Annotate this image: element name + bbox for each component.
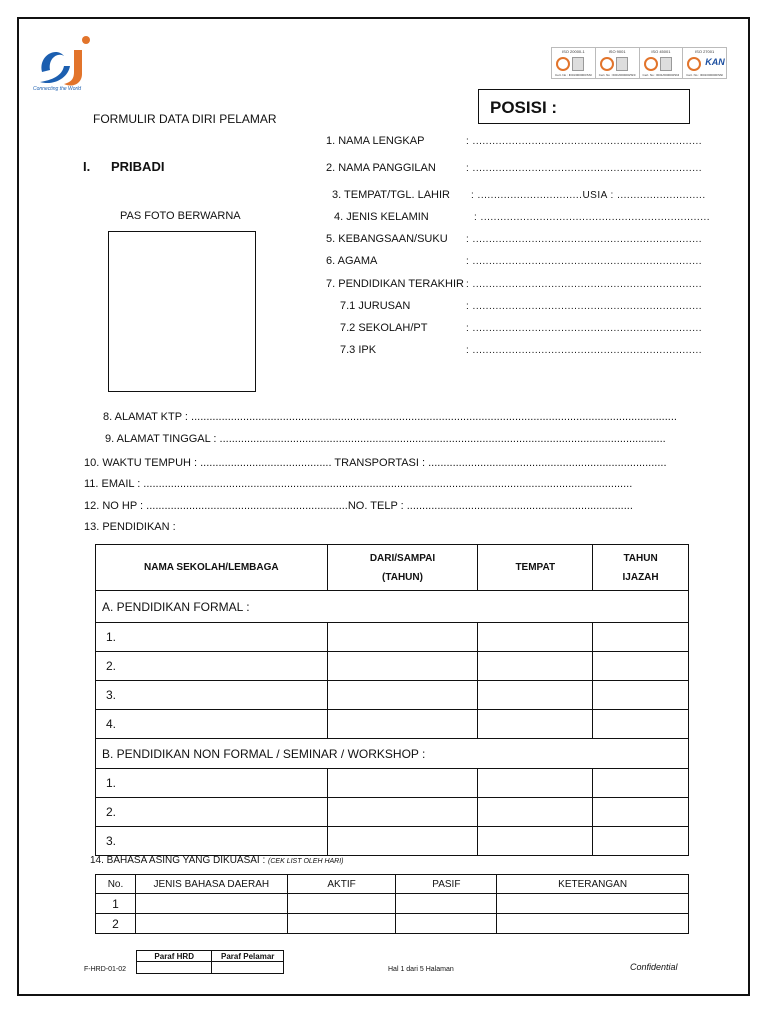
cert-title: ISO 27001 <box>695 49 715 54</box>
table-row <box>96 652 689 681</box>
field-label-nama-lengkap: 1. NAMA LENGKAP <box>326 135 425 147</box>
header-tempat: TEMPAT <box>478 545 593 591</box>
language-title: 14. BAHASA ASING YANG DIKUASAI : <box>90 855 266 866</box>
nonformal-row-number[interactable]: 2. <box>96 798 328 827</box>
field-input-tempat-lahir[interactable]: : ................................USIA : ........................... <box>471 190 706 201</box>
language-row-number: 2 <box>96 914 136 934</box>
language-table <box>95 874 689 934</box>
field-waktu-tempuh[interactable]: 10. WAKTU TEMPUH : ........................................... TRANSPORTASI : .............................................................................. <box>84 457 667 469</box>
signature-header-row <box>137 951 284 962</box>
header-pasif: PASIF <box>396 875 497 894</box>
field-alamat-ktp[interactable]: 8. ALAMAT KTP : ............................................................................................................................................................... <box>103 411 677 423</box>
table-cell[interactable] <box>497 914 689 934</box>
header-keterangan: KETERANGAN <box>497 875 689 894</box>
photo-label: PAS FOTO BERWARNA <box>120 210 241 222</box>
cert-number: Cert. No : ID01/000000/SNI <box>598 73 636 77</box>
header-tahun-line1: TAHUN <box>623 552 658 564</box>
table-header-row <box>96 545 689 591</box>
table-cell[interactable] <box>478 652 593 681</box>
table-cell[interactable] <box>327 681 478 710</box>
cert-iso-27001 <box>683 48 726 78</box>
cert-seal-icon <box>556 57 570 71</box>
field-input-sekolah[interactable]: : ...................................................................... <box>466 323 703 334</box>
kan-badge: KAN <box>705 57 725 67</box>
language-row-number: 1 <box>96 894 136 914</box>
form-code: F-HRD-01-02 <box>84 966 127 973</box>
table-row <box>96 894 689 914</box>
table-cell[interactable] <box>135 894 287 914</box>
table-cell[interactable] <box>478 710 593 739</box>
confidential-label: Confidential <box>630 962 678 972</box>
field-input-ipk[interactable]: : ...................................................................... <box>466 345 703 356</box>
field-input-nama-lengkap[interactable]: : ...................................................................... <box>466 136 703 147</box>
cert-mark-icon <box>572 57 584 71</box>
cert-iso-9001 <box>596 48 640 78</box>
table-row <box>96 798 689 827</box>
table-row <box>96 710 689 739</box>
field-input-agama[interactable]: : ...................................................................... <box>466 256 703 267</box>
table-cell[interactable] <box>287 914 396 934</box>
table-cell[interactable] <box>593 710 689 739</box>
formal-row-number[interactable]: 3. <box>96 681 328 710</box>
logo-tagline: Connecting the World <box>33 86 82 92</box>
table-cell[interactable] <box>396 894 497 914</box>
pendidikan-heading: 13. PENDIDIKAN : <box>84 521 176 533</box>
cert-mark-icon <box>616 57 628 71</box>
table-row <box>96 623 689 652</box>
education-table <box>95 544 689 856</box>
field-label-kebangsaan: 5. KEBANGSAAN/SUKU <box>326 233 448 245</box>
header-jenis-bahasa: JENIS BAHASA DAERAH <box>135 875 287 894</box>
cert-number: Cert. No : ID01/000000/SNI <box>686 73 723 77</box>
table-cell[interactable] <box>593 769 689 798</box>
header-tahun-line2: IJAZAH <box>622 571 659 583</box>
field-label-jenis-kelamin: 4. JENIS KELAMIN <box>334 211 429 223</box>
section-nonformal-row <box>96 739 689 769</box>
field-label-nama-panggilan: 2. NAMA PANGGILAN <box>326 162 436 174</box>
table-cell[interactable] <box>478 681 593 710</box>
field-label-sekolah: 7.2 SEKOLAH/PT <box>340 322 428 334</box>
table-cell[interactable] <box>593 798 689 827</box>
field-label-jurusan: 7.1 JURUSAN <box>340 300 411 312</box>
header-aktif: AKTIF <box>287 875 396 894</box>
table-cell[interactable] <box>327 710 478 739</box>
formal-row-number[interactable]: 1. <box>96 623 328 652</box>
header-dari-sampai <box>327 545 478 591</box>
section-title: PRIBADI <box>111 159 165 174</box>
header-nama-sekolah: NAMA SEKOLAH/LEMBAGA <box>96 545 328 591</box>
table-cell[interactable] <box>478 798 593 827</box>
paraf-hrd-label: Paraf HRD <box>137 951 212 962</box>
table-cell[interactable] <box>327 652 478 681</box>
company-logo-icon <box>34 32 96 94</box>
cert-iso-20000 <box>552 48 596 78</box>
language-heading <box>90 855 344 866</box>
table-cell[interactable] <box>478 623 593 652</box>
page-indicator: Hal 1 dari 5 Halaman <box>388 966 454 973</box>
table-cell[interactable] <box>593 623 689 652</box>
table-cell[interactable] <box>396 914 497 934</box>
table-row <box>96 769 689 798</box>
field-input-jurusan[interactable]: : ...................................................................... <box>466 301 703 312</box>
cert-seal-icon <box>600 57 614 71</box>
header-no: No. <box>96 875 136 894</box>
formal-row-number[interactable]: 4. <box>96 710 328 739</box>
header-dari-line1: DARI/SAMPAI <box>369 552 436 564</box>
cert-title: ISO 20000-1 <box>562 49 585 54</box>
field-email[interactable]: 11. EMAIL : ................................................................................................................................................................ <box>84 478 633 490</box>
photo-box[interactable] <box>108 231 256 392</box>
field-label-pendidikan-terakhir: 7. PENDIDIKAN TERAKHIR <box>326 278 464 290</box>
paraf-hrd-box[interactable] <box>137 962 212 974</box>
table-row <box>96 827 689 856</box>
posisi-field[interactable] <box>478 89 690 124</box>
table-cell[interactable] <box>327 798 478 827</box>
table-cell[interactable] <box>478 827 593 856</box>
table-row <box>96 914 689 934</box>
formal-row-number[interactable]: 2. <box>96 652 328 681</box>
section-formal-row <box>96 591 689 623</box>
table-cell[interactable] <box>135 914 287 934</box>
cert-seal-icon <box>644 57 658 71</box>
cert-seal-icon <box>687 57 701 71</box>
table-cell[interactable] <box>593 652 689 681</box>
field-label-ipk: 7.3 IPK <box>340 344 377 356</box>
field-no-hp[interactable]: 12. NO HP : ..................................................................NO. TELP : .......................................................................... <box>84 500 633 512</box>
cert-mark-icon <box>660 57 672 71</box>
section-number: I. <box>83 159 91 174</box>
nonformal-row-number[interactable]: 3. <box>96 827 328 856</box>
table-row <box>96 681 689 710</box>
field-input-nama-panggilan[interactable]: : ...................................................................... <box>466 163 703 174</box>
cert-iso-45001 <box>640 48 684 78</box>
form-title: FORMULIR DATA DIRI PELAMAR <box>93 112 277 126</box>
field-label-tempat-lahir: 3. TEMPAT/TGL. LAHIR <box>332 189 450 201</box>
nonformal-row-number[interactable]: 1. <box>96 769 328 798</box>
field-alamat-tinggal[interactable]: 9. ALAMAT TINGGAL : .................................................................................................................................................. <box>105 433 666 445</box>
table-header-row <box>96 875 689 894</box>
certification-strip <box>551 47 727 79</box>
paraf-pelamar-box[interactable] <box>212 962 284 974</box>
section-nonformal-label: B. PENDIDIKAN NON FORMAL / SEMINAR / WORKSHOP : <box>96 739 689 769</box>
table-cell[interactable] <box>478 769 593 798</box>
cert-number: Cert. No : ID01/000000/SNI <box>555 73 592 77</box>
cert-number: Cert. No : ID01/000000/SNI <box>642 73 680 77</box>
cert-title: ISO 45001 <box>651 49 671 54</box>
paraf-pelamar-label: Paraf Pelamar <box>212 951 284 962</box>
table-cell[interactable] <box>327 769 478 798</box>
signature-row <box>137 962 284 974</box>
field-input-kebangsaan[interactable]: : ...................................................................... <box>466 234 703 245</box>
table-cell[interactable] <box>593 827 689 856</box>
signature-table <box>136 950 284 974</box>
cert-title: ISO 9001 <box>608 49 626 54</box>
field-label-agama: 6. AGAMA <box>326 255 378 267</box>
field-input-pendidikan-terakhir[interactable]: : ...................................................................... <box>466 279 703 290</box>
table-cell[interactable] <box>287 894 396 914</box>
table-cell[interactable] <box>497 894 689 914</box>
language-note: (CEK LIST OLEH HARI) <box>268 858 344 865</box>
posisi-label: POSISI : <box>490 98 558 117</box>
table-cell[interactable] <box>327 623 478 652</box>
field-input-jenis-kelamin[interactable]: : ...................................................................... <box>474 212 711 223</box>
header-dari-line2: (TAHUN) <box>382 571 423 583</box>
table-cell[interactable] <box>327 827 478 856</box>
table-cell[interactable] <box>593 681 689 710</box>
section-formal-label: A. PENDIDIKAN FORMAL : <box>96 591 689 623</box>
header-tahun-ijazah <box>593 545 689 591</box>
